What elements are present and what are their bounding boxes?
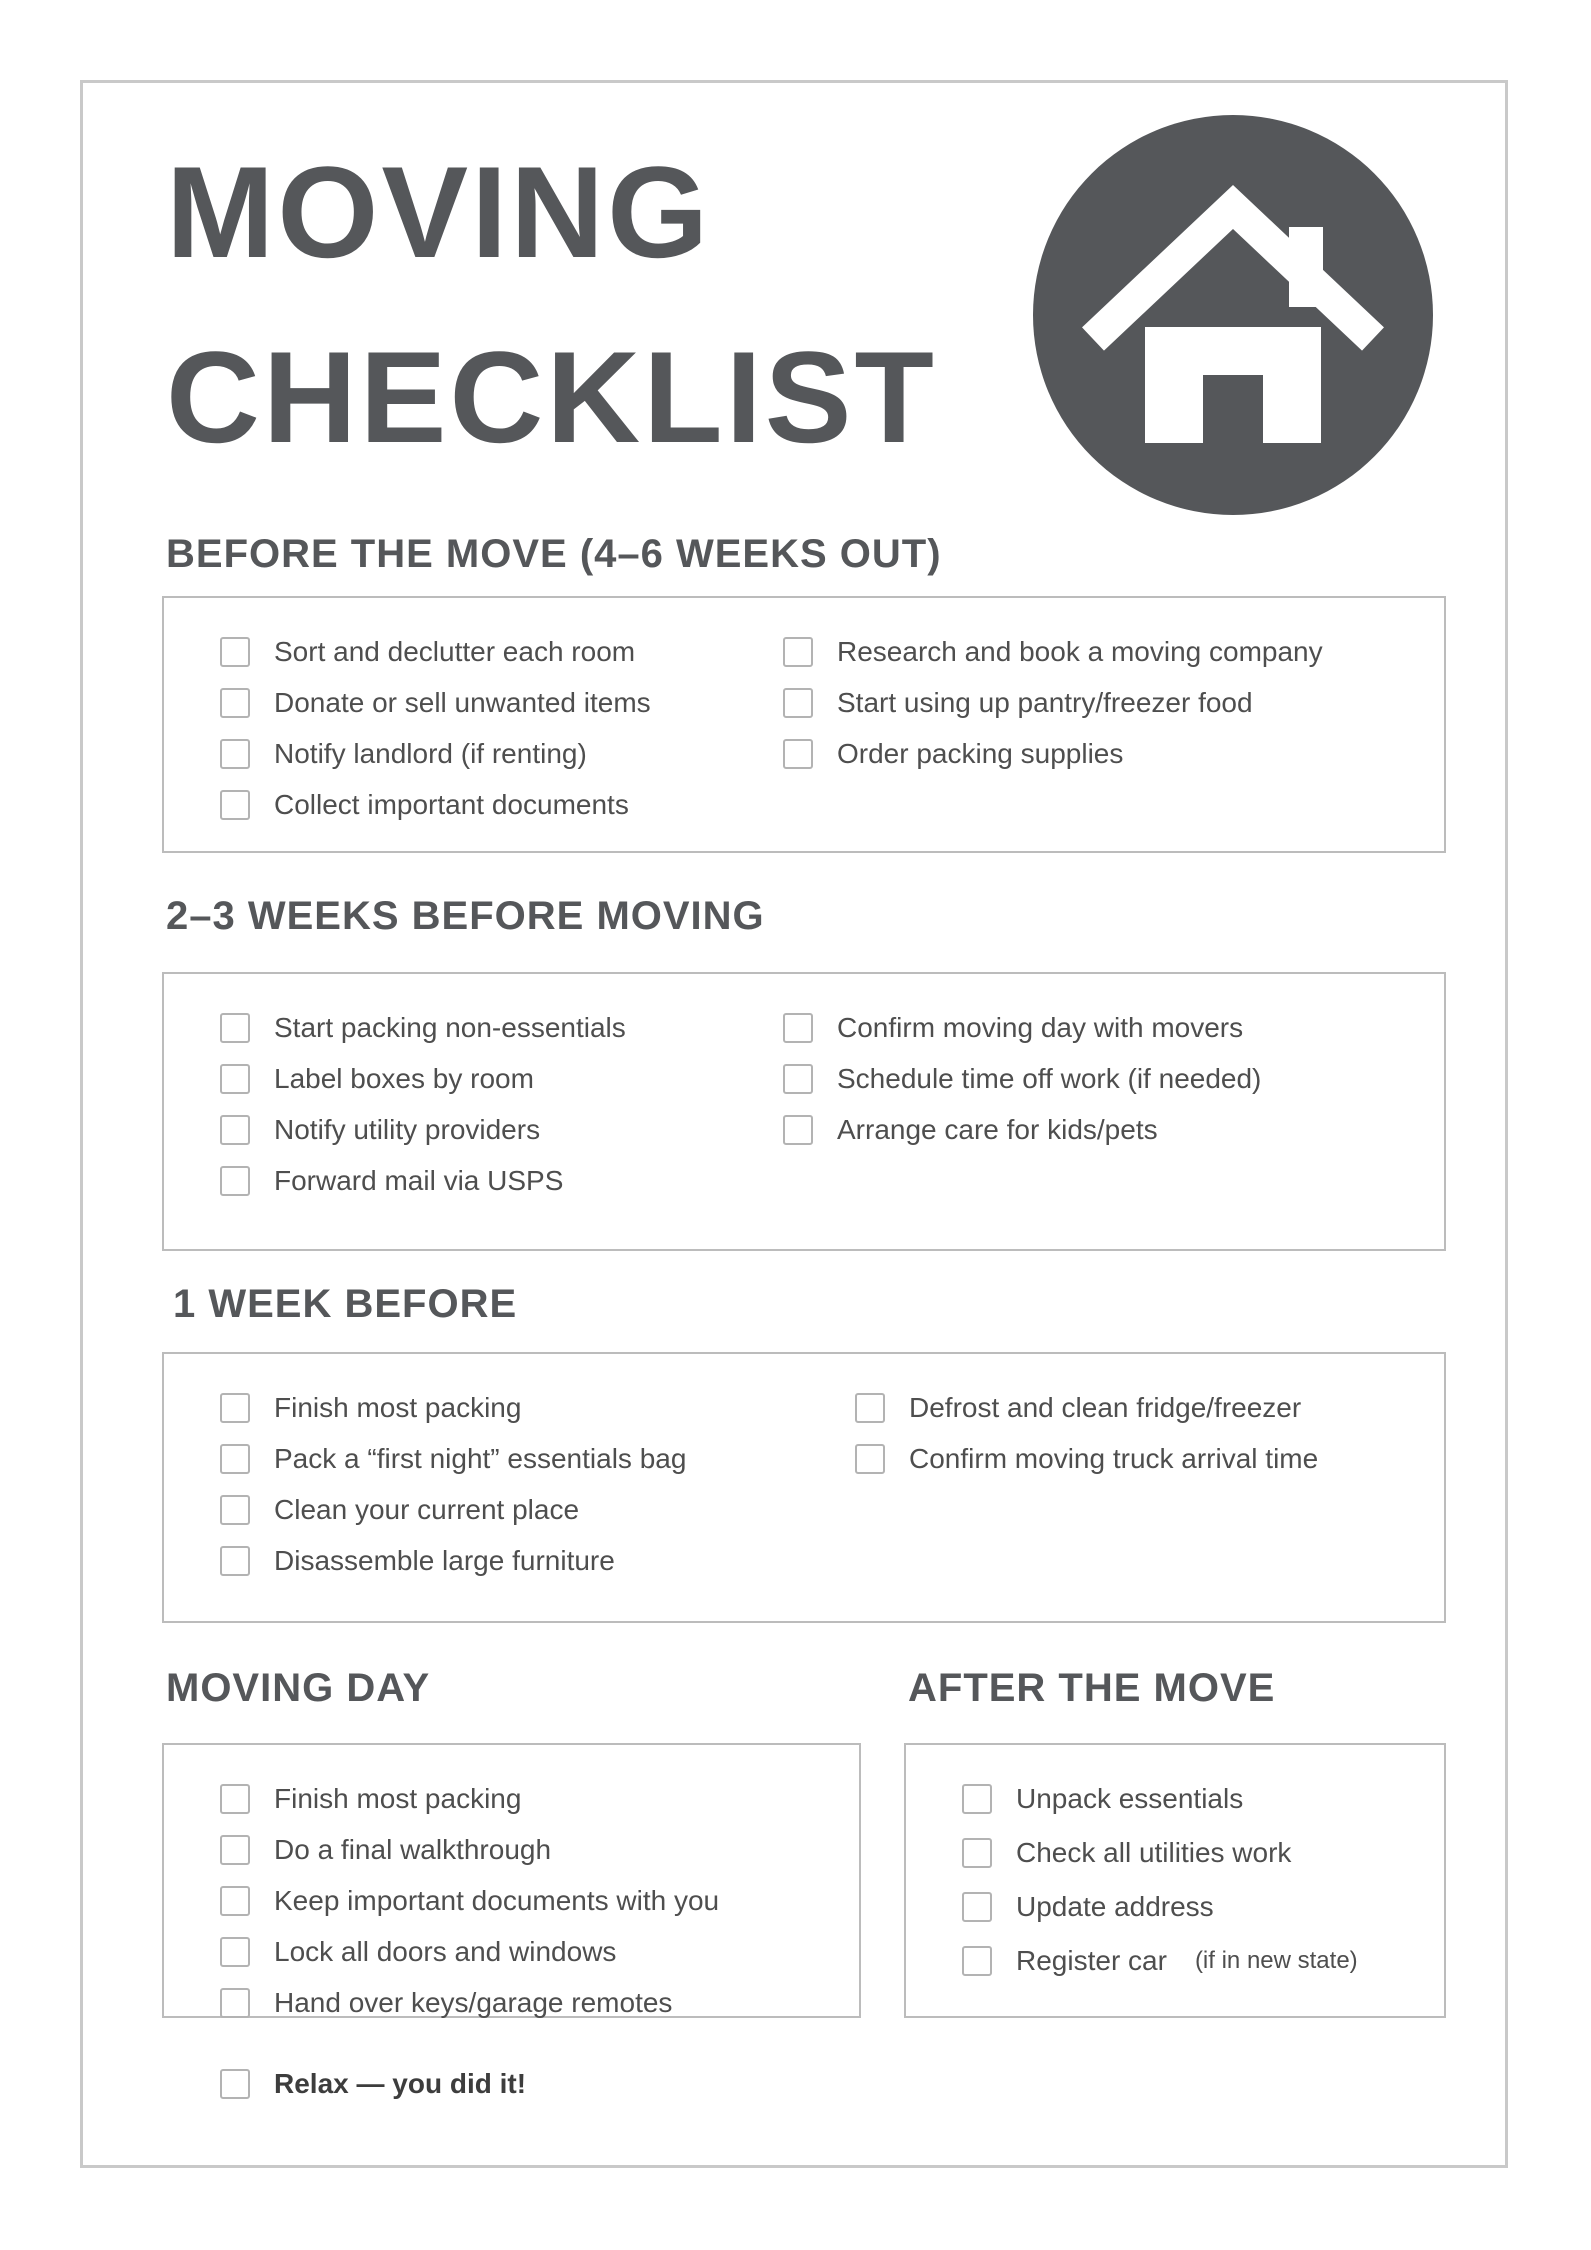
- checklist-item: [220, 1545, 855, 1577]
- checkbox[interactable]: [962, 1892, 992, 1922]
- checklist-item-label: Arrange care for kids/pets: [837, 1114, 1158, 1145]
- checklist-item-label: Donate or sell unwanted items: [274, 687, 651, 718]
- checklist-item-label: Forward mail via USPS: [274, 1165, 564, 1196]
- checklist-item-label: Notify landlord (if renting): [274, 738, 587, 769]
- checklist-item: [220, 1392, 855, 1424]
- checkbox[interactable]: [220, 1495, 250, 1525]
- checkbox[interactable]: [855, 1444, 885, 1474]
- page-title: [166, 120, 937, 490]
- checklist-item: [220, 1063, 783, 1095]
- checklist-item-label: Finish most packing: [274, 1392, 522, 1423]
- checklist-item-label: Defrost and clean fridge/freezer: [909, 1392, 1302, 1423]
- checkbox[interactable]: [783, 1013, 813, 1043]
- checklist-item: [220, 1987, 719, 2019]
- checklist-item-label: Check all utilities work: [1016, 1837, 1292, 1868]
- checklist-item-label: Order packing supplies: [837, 738, 1124, 769]
- checklist-item: [962, 1783, 1358, 1815]
- page-title-line1: MOVING: [166, 139, 712, 285]
- checklist-item: [220, 1114, 783, 1146]
- checkbox[interactable]: [783, 637, 813, 667]
- checklist-item-label: Label boxes by room: [274, 1063, 534, 1094]
- checkbox[interactable]: [220, 1988, 250, 2018]
- checkbox[interactable]: [220, 1835, 250, 1865]
- checklist-item-label: Start using up pantry/freezer food: [837, 687, 1253, 718]
- checklist-item: [783, 1063, 1261, 1095]
- checklist-item-label: Lock all doors and windows: [274, 1936, 617, 1967]
- checklist-item-label: Keep important documents with you: [274, 1885, 720, 1916]
- final-item-label: Relax — you did it!: [274, 2068, 527, 2099]
- checkbox[interactable]: [962, 1946, 992, 1976]
- checklist-item-label: Hand over keys/garage remotes: [274, 1987, 673, 2018]
- checklist-item-label: Pack a “first night” essentials bag: [274, 1443, 687, 1474]
- section-heading-before-move: BEFORE THE MOVE (4–6 WEEKS OUT): [166, 532, 942, 576]
- checklist-item-label: Finish most packing: [274, 1783, 522, 1814]
- checklist-item: [220, 1494, 855, 1526]
- checkbox[interactable]: [855, 1393, 885, 1423]
- checkbox[interactable]: [783, 739, 813, 769]
- checklist-item: [855, 1392, 1318, 1424]
- checkbox[interactable]: [783, 1064, 813, 1094]
- checklist-item-label: Collect important documents: [274, 789, 629, 820]
- checkbox[interactable]: [962, 1784, 992, 1814]
- checklist-box-before-move: [162, 596, 1446, 853]
- checklist-item: [855, 1443, 1318, 1475]
- checklist-item-label: Update address: [1016, 1891, 1214, 1922]
- checklist-item: [220, 1012, 783, 1044]
- checklist-item-label: Register car: [1016, 1945, 1167, 1976]
- checkbox[interactable]: [220, 1784, 250, 1814]
- checkbox[interactable]: [783, 688, 813, 718]
- checklist-item: [962, 1945, 1358, 1977]
- checklist-item: [220, 1936, 719, 1968]
- checkbox[interactable]: [220, 1444, 250, 1474]
- checkbox[interactable]: [220, 739, 250, 769]
- checkbox[interactable]: [962, 1838, 992, 1868]
- checklist-item: [220, 789, 783, 821]
- final-checklist-item: [220, 2068, 526, 2100]
- section-heading-moving-day: MOVING DAY: [166, 1666, 431, 1710]
- checklist-item: [220, 636, 783, 668]
- checkbox[interactable]: [220, 1064, 250, 1094]
- checklist-box-1-week: [162, 1352, 1446, 1623]
- section-heading-1-week: 1 WEEK BEFORE: [173, 1282, 518, 1326]
- checkbox[interactable]: [220, 1546, 250, 1576]
- checklist-box-2-3-weeks: [162, 972, 1446, 1251]
- checkbox[interactable]: [220, 1886, 250, 1916]
- checklist-item: [220, 1783, 719, 1815]
- checklist-item-note: (if in new state): [1194, 1947, 1358, 1974]
- checkbox[interactable]: [220, 1166, 250, 1196]
- checkbox[interactable]: [220, 790, 250, 820]
- checkbox[interactable]: [783, 1115, 813, 1145]
- checklist-item: [220, 1885, 719, 1917]
- checklist-item-label: Sort and declutter each room: [274, 636, 636, 667]
- checkbox[interactable]: [220, 1393, 250, 1423]
- checklist-item: [962, 1891, 1358, 1923]
- checklist-item: [783, 687, 1323, 719]
- page-title-line2: CHECKLIST: [166, 324, 937, 470]
- checkbox[interactable]: [220, 1013, 250, 1043]
- section-heading-2-3-weeks: 2–3 WEEKS BEFORE MOVING: [166, 894, 765, 938]
- checklist-item-label: Research and book a moving company: [837, 636, 1323, 667]
- checklist-item: [220, 1443, 855, 1475]
- checkbox[interactable]: [220, 1937, 250, 1967]
- checkbox[interactable]: [220, 2069, 250, 2099]
- checklist-item: [220, 687, 783, 719]
- checklist-item: [783, 1114, 1261, 1146]
- checklist-item-label: Do a final walkthrough: [274, 1834, 552, 1865]
- checklist-item: [783, 636, 1323, 668]
- checklist-item-label: Clean your current place: [274, 1494, 580, 1525]
- checklist-item-label: Confirm moving truck arrival time: [909, 1443, 1319, 1474]
- checklist-item: [220, 1165, 783, 1197]
- checklist-item-label: Disassemble large furniture: [274, 1545, 615, 1576]
- checklist-item: [220, 738, 783, 770]
- checklist-item-label: Unpack essentials: [1016, 1783, 1244, 1814]
- checkbox[interactable]: [220, 1115, 250, 1145]
- checklist-item-label: Schedule time off work (if needed): [837, 1063, 1262, 1094]
- checkbox[interactable]: [220, 637, 250, 667]
- checklist-item-label: Start packing non-essentials: [274, 1012, 626, 1043]
- checklist-item-label: Notify utility providers: [274, 1114, 541, 1145]
- checklist-item: [220, 1834, 719, 1866]
- house-icon: [1033, 115, 1433, 515]
- checklist-item: [962, 1837, 1358, 1869]
- checklist-box-after-move: [904, 1743, 1446, 2018]
- checklist-item: [783, 1012, 1261, 1044]
- checklist-item-label: Confirm moving day with movers: [837, 1012, 1244, 1043]
- section-heading-after-move: AFTER THE MOVE: [908, 1666, 1276, 1710]
- checklist-box-moving-day: [162, 1743, 861, 2018]
- checkbox[interactable]: [220, 688, 250, 718]
- checklist-item: [783, 738, 1323, 770]
